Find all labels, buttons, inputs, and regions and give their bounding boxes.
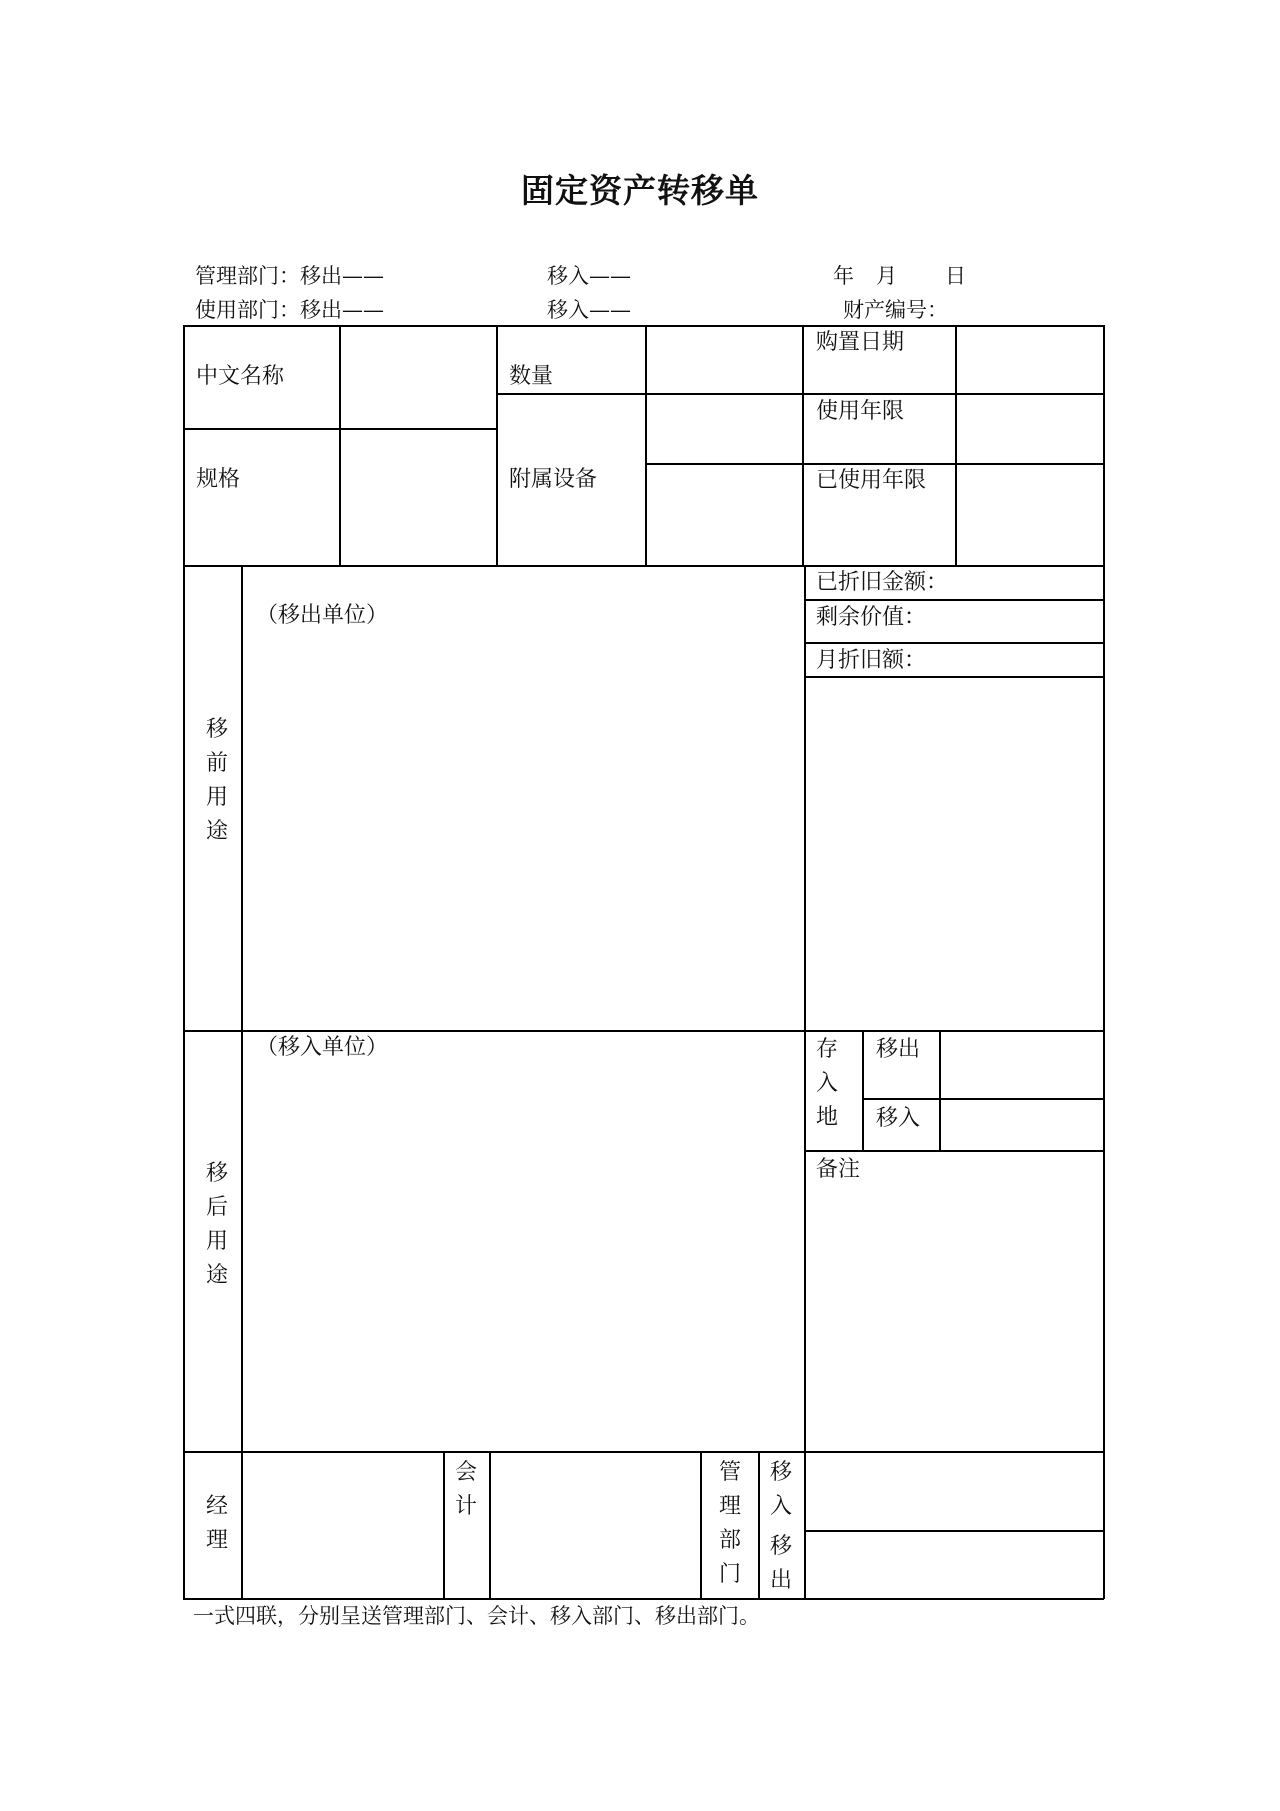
accessories-label: 附属设备 bbox=[509, 467, 598, 492]
table-border-right bbox=[1103, 325, 1105, 1599]
grid-line bbox=[645, 325, 647, 565]
used-years-label: 已使用年限 bbox=[816, 468, 927, 493]
storage-location-label: 存 入 地 bbox=[815, 1037, 838, 1130]
use-dept-move-out: 移出—— bbox=[300, 298, 384, 322]
depreciated-amount-label: 已折旧金额： bbox=[816, 570, 949, 595]
grid-line bbox=[183, 428, 496, 430]
mgmt-dept-label: 管理部门： bbox=[195, 264, 300, 288]
grid-line bbox=[804, 676, 1104, 678]
grid-line bbox=[804, 1530, 1104, 1532]
grid-line bbox=[804, 1150, 1104, 1152]
use-dept-move-in: 移入—— bbox=[547, 298, 631, 322]
grid-line bbox=[804, 599, 1104, 601]
grid-line bbox=[443, 1451, 445, 1599]
mgmt-dept-row bbox=[195, 260, 384, 290]
move-out-unit-label: （移出单位） bbox=[256, 603, 389, 628]
asset-number-label: 财产编号： bbox=[843, 298, 948, 322]
grid-line bbox=[489, 1451, 491, 1599]
footer-note: 一式四联，分别呈送管理部门、会计、移入部门、移出部门。 bbox=[193, 1604, 760, 1628]
grid-line bbox=[862, 1098, 1104, 1100]
grid-line bbox=[183, 1451, 1104, 1453]
purchase-date-label: 购置日期 bbox=[816, 330, 905, 355]
use-dept-row bbox=[195, 294, 384, 324]
move-in-unit-label: （移入单位） bbox=[256, 1035, 389, 1060]
after-use-label: 移 后 用 途 bbox=[205, 1161, 228, 1288]
service-life-label: 使用年限 bbox=[816, 399, 905, 424]
grid-line bbox=[241, 565, 243, 1599]
grid-line bbox=[183, 565, 1104, 567]
grid-line bbox=[862, 1030, 864, 1150]
grid-line bbox=[183, 1030, 1104, 1032]
grid-line bbox=[955, 325, 957, 565]
spec-label: 规格 bbox=[196, 467, 241, 492]
date-day: 日 bbox=[945, 264, 966, 288]
mgmt-dept-move-in: 移入—— bbox=[547, 264, 631, 288]
table-border-left bbox=[183, 325, 185, 1599]
grid-line bbox=[645, 463, 1104, 465]
before-use-label: 移 前 用 途 bbox=[205, 717, 228, 844]
accounting-label: 会 计 bbox=[454, 1460, 477, 1519]
form-title: 固定资产转移单 bbox=[521, 171, 759, 210]
grid-line bbox=[758, 1451, 760, 1599]
grid-line bbox=[339, 325, 341, 565]
quantity-label: 数量 bbox=[509, 364, 554, 389]
storage-out-label: 移出 bbox=[876, 1037, 921, 1062]
storage-in-label: 移入 bbox=[876, 1106, 921, 1131]
grid-line bbox=[496, 393, 1104, 395]
manager-label: 经 理 bbox=[205, 1494, 228, 1553]
grid-line bbox=[496, 325, 498, 565]
mgmt-dept-move-out: 移出—— bbox=[300, 264, 384, 288]
sign-move-in-label: 移 入 bbox=[769, 1460, 792, 1519]
mgmt-dept-sign-label: 管 理 部 门 bbox=[718, 1460, 741, 1587]
grid-line bbox=[700, 1451, 702, 1599]
use-dept-label: 使用部门： bbox=[195, 298, 300, 322]
sign-move-out-label: 移 出 bbox=[769, 1534, 792, 1593]
grid-line bbox=[804, 565, 806, 1599]
grid-line bbox=[939, 1030, 941, 1150]
monthly-depreciation-label: 月折旧额： bbox=[816, 648, 927, 673]
date-month: 月 bbox=[876, 264, 897, 288]
table-border-top bbox=[183, 325, 1104, 327]
residual-value-label: 剩余价值： bbox=[816, 605, 927, 630]
grid-line bbox=[802, 325, 804, 565]
grid-line bbox=[804, 642, 1104, 644]
chinese-name-label: 中文名称 bbox=[196, 364, 285, 389]
date-year: 年 bbox=[833, 264, 854, 288]
remarks-label: 备注 bbox=[816, 1157, 861, 1182]
